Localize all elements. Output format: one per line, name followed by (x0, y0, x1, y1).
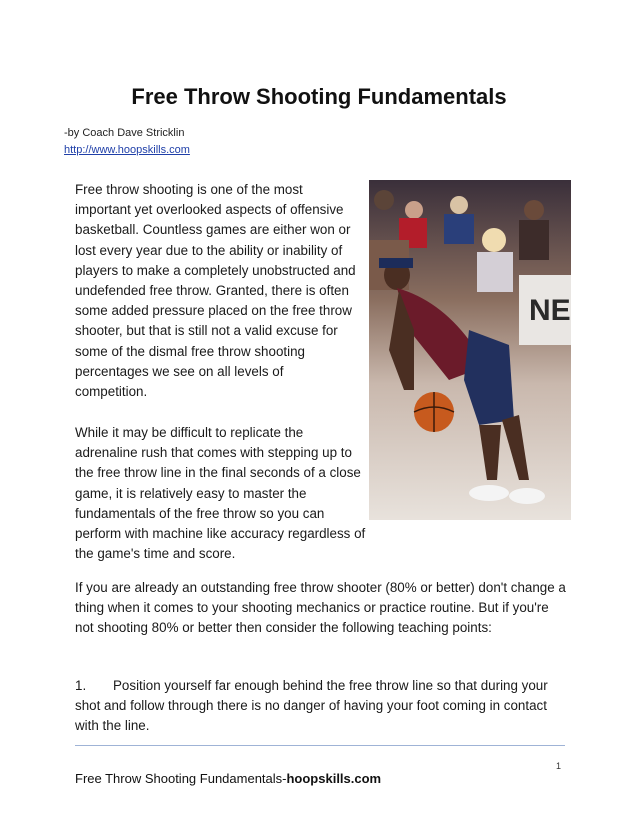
list-item (75, 676, 570, 737)
author-byline: -by Coach Dave Stricklin (64, 127, 185, 139)
footer-divider (75, 745, 565, 746)
page-number: 1 (556, 761, 562, 771)
footer-text (75, 771, 381, 786)
basketball-player-photo (369, 180, 571, 520)
paragraph-intro: Free throw shooting is one of the most important yet overlooked aspects of offensive basketball. Countless games are either won or lost every year due to the ability or inability of players to make a completely unobstructed and undefended free throw. Granted, there is often some added pressure placed on the free throw shooter, but that is still not a valid excuse for some of the dismal free throw shooting percentages we see on all levels of competition. (75, 182, 356, 400)
footer-text-bold: hoopskills.com (286, 771, 382, 786)
paragraph-teaching-points: If you are already an outstanding free throw shooter (80% or better) don't change a thing when it comes to your shooting mechanics or practice routine. But if you're not shooting 80% or better then consider the following teaching points: (75, 580, 566, 636)
list-item-number: 1. (75, 678, 87, 693)
player-illustration (369, 180, 571, 520)
paragraph-adrenaline: While it may be difficult to replicate the adrenaline rush that comes with stepping up to the free throw line in the final seconds of a close game, it is relatively easy to master the fundamentals of the free throw so you can perform with machine like accuracy regardless of the game's time and score. (75, 425, 366, 562)
backdrop-sign-text: NE (529, 294, 571, 327)
list-item-text: Position yourself far enough behind the free throw line so that during your shot and follow through there is no danger of having your foot coming in contact with the line. (75, 678, 548, 734)
document-title: Free Throw Shooting Fundamentals (131, 84, 507, 109)
footer-text-prefix: Free Throw Shooting Fundamentals- (75, 771, 287, 786)
website-link[interactable]: http://www.hoopskills.com (64, 144, 190, 156)
